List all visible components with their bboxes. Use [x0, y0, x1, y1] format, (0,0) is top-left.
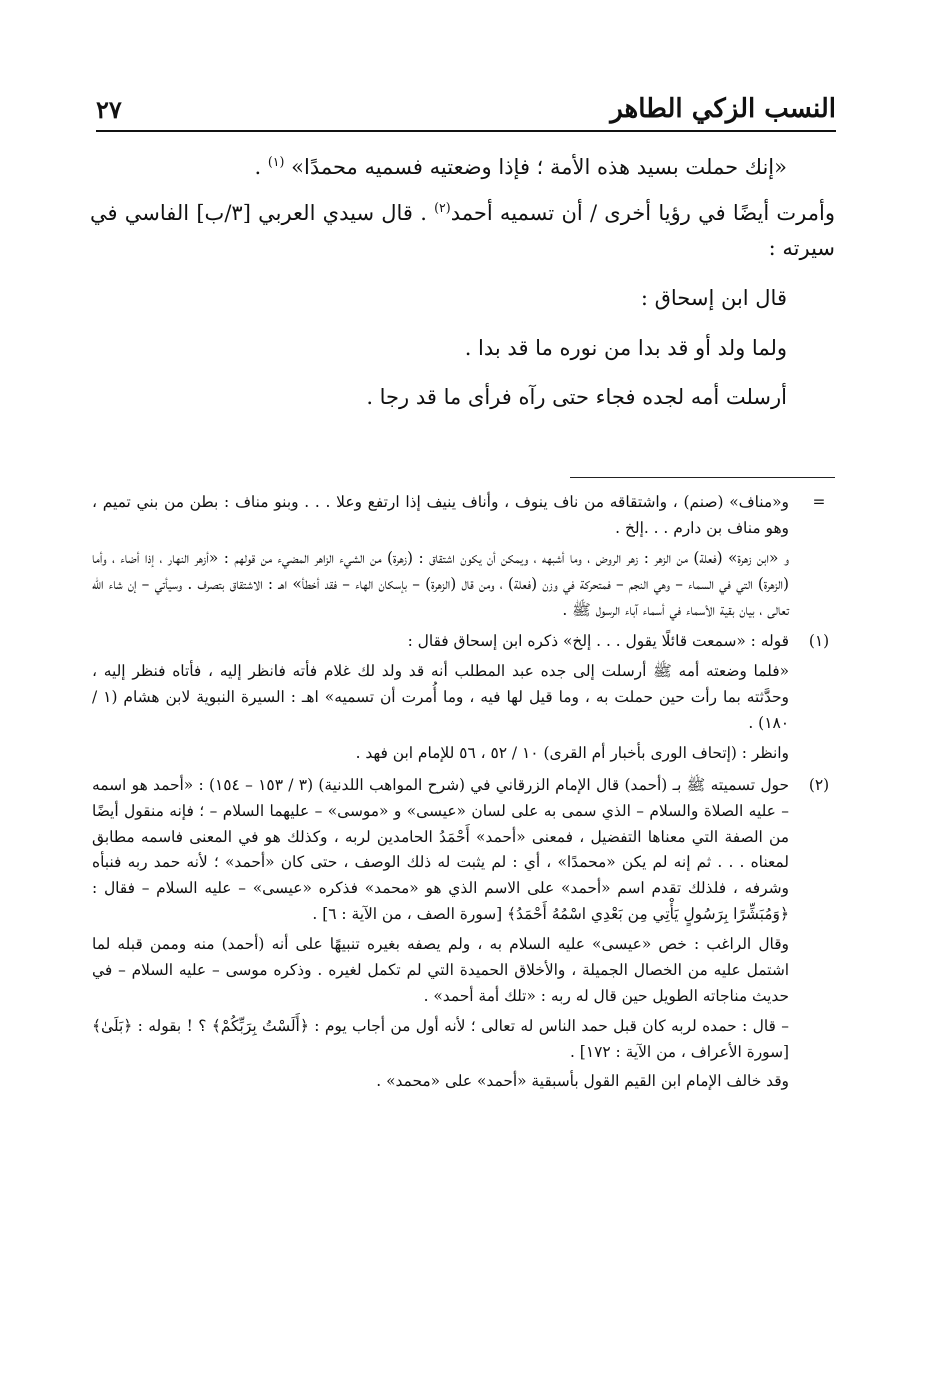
verse-line-3: أرسلت أمه لجده فجاء حتى رآه فرأى ما قد رجا .	[366, 385, 787, 410]
main-paragraph-1: «إنك حملت بسيد هذه الأمة ؛ فإذا وضعتيه فسميه محمدًا» $^{(١)}$ .	[254, 154, 787, 179]
page-number: ٢٧	[96, 95, 122, 124]
footnote-paragraph: – قال : حمده لربه كان قبل حمد الناس له تعالى ؛ لأنه أول من أجاب يوم : ﴿أَلَسْتُ بِرَبِّكُمْ﴾ ؟ ! بقوله : ﴿بَلَىٰ﴾ [سورة الأعراف ، من الآية : ١٧٢] .	[92, 1016, 789, 1061]
verse-line-2: ولما ولد أو قد بدا من نوره ما قد بدا .	[464, 335, 787, 360]
running-title: النسب الزكي الطاهر	[610, 94, 836, 124]
footnote-number: (١)	[808, 632, 830, 651]
main-quote: «إنك حملت بسيد هذه الأمة ؛ فإذا وضعتيه فسميه محمدًا»	[291, 155, 787, 179]
footnote-paragraph: حول تسميته ﷺ بـ (أحمد) قال الإمام الزرقاني في (شرح المواهب اللدنية) (٣ / ١٥٣ – ١٥٤) : «أحمد هو اسمه – عليه الصلاة والسلام – الذي سمى به على لسان «عيسى» و «موسى» – عليهما السلام – ؛ فإنه منقول أيضًا من الصفة التي معناها التفضيل ، فمعنى «أحمد» أَحْمَدُ الحامدين لربه ، وكذلك هو في المعنى فاسمه مطابق لمعناه . . . ثم إنه لم يكن «محمدًا» ، أي : لم يثبت له ذلك الوصف ، حتى كان «أحمد» ؛ لأنه حمد ربه فنبأه وشرفه ، فلذلك تقدم اسم «أحمد» على الاسم الذي هو «محمد» فذكره «عيسى» – عليه السلام – فقال : ﴿وَمُبَشِّرًا بِرَسُولٍ يَأْتِي مِن بَعْدِي اسْمُهُ أَحْمَدُ﴾ [سورة الصف ، من الآية : ٦] .	[92, 775, 789, 924]
main-text-2-rest: . قال سيدي العربي [٣/ب] الفاسي في سيرته :	[90, 200, 835, 261]
footnote-paragraph: وقال الراغب : خص «عيسى» عليه السلام به ، ولم يصفه بغيره تنبيهًا على أنه (أحمد) منه وممن قبله لما اشتمل عليه من الخصال الجميلة ، والأخلاق الحميدة التي لم تكمل لغيره . وذكره موسى – عليه السلام – في حديث مناجاته الطويل حين قال له ربه : «تلك أمة أحمد» .	[92, 935, 789, 1005]
footnote-paragraph: وقد خالف الإمام ابن القيم القول بأسبقية «أحمد» على «محمد» .	[376, 1072, 789, 1091]
footnote-continuation	[92, 490, 837, 623]
main-text-2: وأمرت أيضًا في رؤيا أخرى / أن تسميه أحمد	[450, 200, 835, 225]
verse-line-1: قال ابن إسحاق :	[640, 286, 787, 311]
page-header	[96, 92, 836, 132]
footnote-1	[92, 629, 837, 766]
footnote-paragraph: «فلما وضعته أمه ﷺ أرسلت إلى جده عبد المطلب أنه قد ولد لك غلام فأته فانظر إليه ، فأتاه فنظر إليه ، وحدَّثته بما رأت حين حملت به ، وما قيل لها فيه ، وما أُمرت أن تسميه» اهـ : السيرة النبوية لابن هشام (١ / ١٨٠) .	[92, 662, 789, 732]
footnote-paragraph: قوله : «سمعت قائلًا يقول . . . إلخ» ذكره ابن إسحاق فقال :	[407, 632, 789, 651]
footnote-separator	[570, 477, 835, 478]
footnote-2	[92, 773, 837, 1096]
footnotes	[92, 490, 837, 1101]
footnote-paragraph: وانظر : (إتحاف الورى بأخبار أم القرى) ١٠ / ٥٢ ، ٥٦ للإمام ابن فهد .	[355, 743, 789, 762]
main-text	[90, 150, 835, 416]
continuation-mark: =	[812, 493, 826, 511]
footnote-ref-1[interactable]: (١)	[267, 154, 285, 169]
footnote-ref-2[interactable]: (٢)	[434, 199, 451, 215]
footnote-paragraph: و «ابن زهرة» (فعلة) من الزهر : زهر الروض ، وما أشبهه ، ويمكن أن يكون اشتقاق : (زهرة) من الشيء الزاهر المضيء من قولهم : «أزهر النهار ، إذا أضاء ، وأما (الزهرة) التي في السماء – وهي النجم – فمتحركة في وزن (فعلة) ، ومن قال (الزهرة) – بإسكان الهاء – فقد أخطأ» اهـ : الاشتقاق بتصرف . وسيأتي – إن شاء الله تعالى ، بيان بقية الأسماء في أسماء آباء الرسول ﷺ .	[92, 548, 789, 619]
footnote-number: (٢)	[808, 775, 830, 794]
main-paragraph-2	[90, 196, 835, 267]
footnote-paragraph: و«مناف» (صنم) ، واشتقاقه من ناف ينوف ، وأناف ينيف إذا ارتفع وعلا . . . وبنو مناف : بطن من بني تميم ، وهو مناف بن دارم . . .إلخ .	[92, 493, 789, 537]
